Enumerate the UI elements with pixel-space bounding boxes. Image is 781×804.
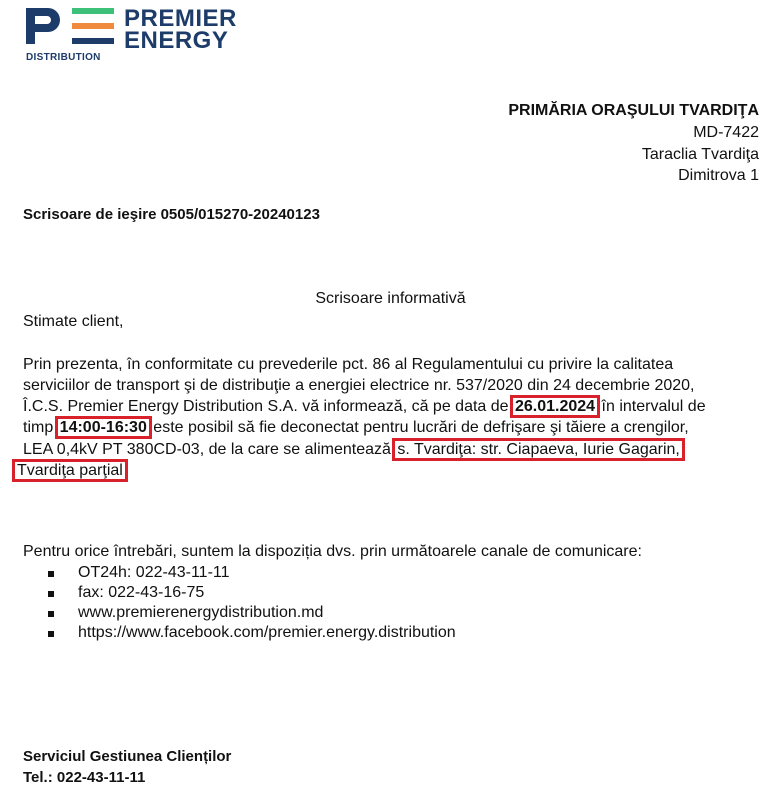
highlighted-date: 26.01.2024 xyxy=(515,398,596,415)
highlighted-time: 14:00-16:30 xyxy=(59,419,147,436)
bullet-icon xyxy=(48,571,54,577)
bullet-icon xyxy=(48,611,54,617)
logo-brand-text: PREMIER ENERGY xyxy=(124,5,237,54)
body-line: Î.C.S. Premier Energy Distribution S.A. vă informează, că pe data de 26.01.2024 în intervalul de xyxy=(23,398,706,415)
contact-website: www.premierenergydistribution.md xyxy=(78,604,324,621)
contact-intro: Pentru orice întrebări, suntem la dispoziția dvs. prin următoarele canale de comunicare: xyxy=(23,543,642,560)
greeting: Stimate client, xyxy=(23,313,124,330)
highlighted-location: s. Tvardiţa: str. Ciapaeva, Iurie Gagarin, xyxy=(397,441,680,458)
signature-department: Serviciul Gestiunea Clienților xyxy=(23,748,232,765)
logo-navy-bar xyxy=(72,38,114,44)
signature-phone: Tel.: 022-43-11-11 xyxy=(23,769,146,786)
recipient-locality: Taraclia Tvardiţa xyxy=(641,146,759,163)
body-line xyxy=(17,462,125,480)
body-line: serviciilor de transport şi de distribuţie a energiei electrice nr. 537/2020 din 24 decembrie 2020, xyxy=(23,377,695,394)
bullet-icon xyxy=(48,631,54,637)
logo-green-bar xyxy=(72,8,114,14)
body-line: timp 14:00-16:30 este posibil să fie deconectat pentru lucrări de defrişare şi tăiere a crengilor, xyxy=(23,419,689,436)
logo-distribution-text: DISTRIBUTION xyxy=(26,52,101,63)
contact-facebook: https://www.facebook.com/premier.energy.distribution xyxy=(78,624,456,641)
reference-number: Scrisoare de ieşire 0505/015270-20240123 xyxy=(23,206,320,223)
recipient-name: PRIMĂRIA ORAŞULUI TVARDIŢA xyxy=(508,102,759,119)
recipient-postal: MD-7422 xyxy=(693,124,759,141)
bullet-icon xyxy=(48,591,54,597)
contact-fax: fax: 022-43-16-75 xyxy=(78,584,205,601)
logo-p-mark xyxy=(26,8,60,44)
logo-orange-bar xyxy=(72,23,114,29)
body-line: Prin prezenta, în conformitate cu prevederile pct. 86 al Regulamentului cu privire la calitatea xyxy=(23,356,674,373)
premier-energy-logo xyxy=(26,5,266,64)
letter-title: Scrisoare informativă xyxy=(315,290,466,307)
contact-phone: OT24h: 022-43-11-11 xyxy=(78,564,230,581)
highlighted-location-2: Tvardiţa parţial xyxy=(17,462,123,479)
body-line: LEA 0,4kV PT 380CD-03, de la care se alimentează s. Tvardiţa: str. Ciapaeva, Iurie Gagarin, xyxy=(23,441,680,458)
recipient-street: Dimitrova 1 xyxy=(678,167,759,184)
